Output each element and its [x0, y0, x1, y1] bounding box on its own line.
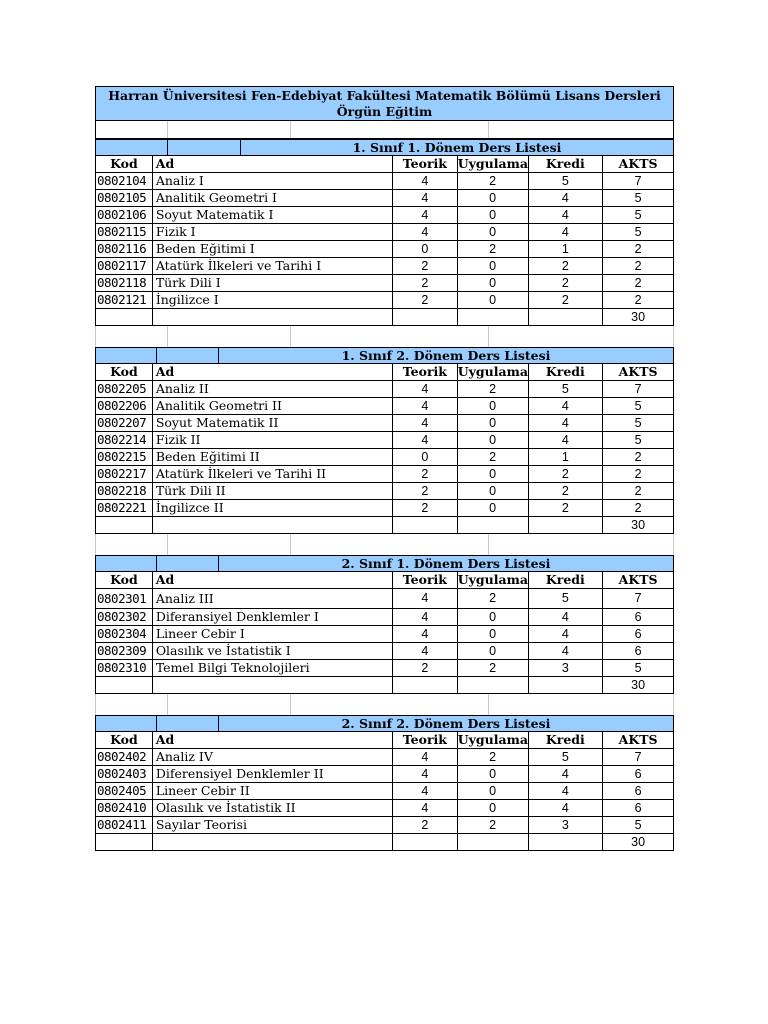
- course-uygulama: 2: [458, 660, 529, 676]
- course-kredi: 1: [529, 241, 604, 257]
- column-teorik: Teorik: [393, 572, 458, 588]
- course-name: Atatürk İlkeleri ve Tarihi II: [153, 466, 393, 482]
- course-kredi: 5: [529, 749, 604, 765]
- course-kredi: 4: [529, 398, 604, 414]
- course-code: 0802206: [96, 398, 153, 414]
- course-code: 0802207: [96, 415, 153, 431]
- column-header-row: [95, 156, 674, 173]
- total-empty: [529, 517, 604, 533]
- course-akts: 5: [634, 818, 642, 832]
- course-uygulama: 0: [458, 292, 529, 308]
- course-name: Analiz II: [153, 381, 393, 397]
- course-uygulama: 0: [458, 432, 529, 448]
- course-name: İngilizce II: [153, 500, 393, 516]
- course-name: Soyut Matematik II: [153, 415, 393, 431]
- table-row: [95, 224, 674, 241]
- section-header: [95, 715, 674, 732]
- course-akts: 7: [634, 174, 642, 188]
- table-row: [95, 415, 674, 432]
- column-header-row: [95, 732, 674, 749]
- sections-container: [95, 121, 674, 851]
- total-empty: [529, 677, 604, 693]
- section-title: 1. Sınıf 1. Dönem Ders Listesi: [352, 140, 562, 155]
- course-teorik: 4: [393, 749, 458, 765]
- table-row: [95, 241, 674, 258]
- course-teorik: 4: [393, 609, 458, 625]
- course-akts: 6: [634, 610, 642, 624]
- table-row: [95, 749, 674, 766]
- section-spacer: [95, 534, 674, 555]
- total-empty: [153, 834, 393, 850]
- total-empty: [458, 834, 529, 850]
- total-empty: [458, 677, 529, 693]
- course-akts: 2: [634, 450, 642, 464]
- course-name: Olasılık ve İstatistik II: [153, 800, 393, 816]
- course-teorik: 4: [393, 800, 458, 816]
- total-empty: [153, 309, 393, 325]
- course-name: Analiz I: [153, 173, 393, 189]
- course-uygulama: 2: [458, 381, 529, 397]
- title-line-2: Örgün Eğitim: [336, 103, 433, 119]
- column-teorik: Teorik: [393, 732, 458, 748]
- header-spacer: [157, 716, 219, 731]
- column-kod: Kod: [96, 364, 153, 380]
- column-akts: AKTS: [618, 156, 658, 171]
- table-row: [95, 483, 674, 500]
- course-akts: 2: [634, 293, 642, 307]
- course-uygulama: 2: [458, 241, 529, 257]
- course-name: Lineer Cebir I: [153, 626, 393, 642]
- course-teorik: 4: [393, 783, 458, 799]
- course-name: Diferensiyel Denklemler II: [153, 766, 393, 782]
- course-akts: 7: [634, 591, 642, 605]
- header-spacer: [157, 556, 219, 571]
- course-uygulama: 0: [458, 190, 529, 206]
- total-empty: [153, 517, 393, 533]
- course-teorik: 0: [393, 241, 458, 257]
- course-akts: 6: [634, 767, 642, 781]
- course-kredi: 4: [529, 207, 604, 223]
- course-kredi: 5: [529, 589, 604, 608]
- course-kredi: 2: [529, 500, 604, 516]
- header-spacer: [96, 716, 157, 731]
- course-uygulama: 0: [458, 483, 529, 499]
- course-name: Analitik Geometri I: [153, 190, 393, 206]
- section-header: [95, 347, 674, 364]
- course-kredi: 4: [529, 224, 604, 240]
- column-uygulama: Uygulama: [457, 732, 528, 747]
- course-name: Analiz IV: [153, 749, 393, 765]
- total-empty: [393, 677, 458, 693]
- table-row: [95, 398, 674, 415]
- column-uygulama: Uygulama: [457, 572, 528, 587]
- course-kredi: 4: [529, 800, 604, 816]
- course-uygulama: 0: [458, 643, 529, 659]
- table-row: [95, 589, 674, 609]
- column-ad: Ad: [153, 732, 393, 748]
- column-kredi: Kredi: [529, 572, 604, 588]
- course-code: 0802117: [96, 258, 153, 274]
- section-spacer: [95, 694, 674, 715]
- course-code: 0802310: [96, 660, 153, 676]
- course-kredi: 2: [529, 466, 604, 482]
- course-name: Atatürk İlkeleri ve Tarihi I: [153, 258, 393, 274]
- total-row: [95, 517, 674, 534]
- column-akts: AKTS: [618, 364, 658, 379]
- column-kod: Kod: [96, 156, 153, 172]
- course-kredi: 4: [529, 783, 604, 799]
- course-code: 0802309: [96, 643, 153, 659]
- course-kredi: 4: [529, 609, 604, 625]
- course-uygulama: 0: [458, 800, 529, 816]
- section-header: [95, 139, 674, 156]
- course-kredi: 4: [529, 643, 604, 659]
- course-code: 0802301: [96, 589, 153, 608]
- course-kredi: 2: [529, 292, 604, 308]
- course-kredi: 5: [529, 381, 604, 397]
- course-name: Sayılar Teorisi: [153, 817, 393, 833]
- table-row: [95, 190, 674, 207]
- course-teorik: 4: [393, 173, 458, 189]
- course-name: Türk Dili II: [153, 483, 393, 499]
- course-code: 0802104: [96, 173, 153, 189]
- course-code: 0802405: [96, 783, 153, 799]
- total-akts: 30: [631, 835, 646, 849]
- course-kredi: 2: [529, 258, 604, 274]
- header-spacer: [96, 556, 157, 571]
- column-ad: Ad: [153, 572, 393, 588]
- table-row: [95, 381, 674, 398]
- course-name: Fizik I: [153, 224, 393, 240]
- course-name: Analiz III: [153, 589, 393, 608]
- course-code: 0802121: [96, 292, 153, 308]
- course-code: 0802221: [96, 500, 153, 516]
- course-sheet: [95, 86, 674, 851]
- title-line-1: Harran Üniversitesi Fen-Edebiyat Fakültesi Matematik Bölümü Lisans Dersleri: [108, 87, 661, 103]
- course-teorik: 2: [393, 817, 458, 833]
- table-row: [95, 500, 674, 517]
- column-ad: Ad: [153, 156, 393, 172]
- column-uygulama: Uygulama: [457, 364, 528, 379]
- total-akts: 30: [631, 518, 646, 532]
- course-code: 0802115: [96, 224, 153, 240]
- course-teorik: 0: [393, 449, 458, 465]
- course-uygulama: 0: [458, 258, 529, 274]
- course-name: Beden Eğitimi I: [153, 241, 393, 257]
- course-name: İngilizce I: [153, 292, 393, 308]
- table-row: [95, 817, 674, 834]
- course-teorik: 2: [393, 275, 458, 291]
- course-teorik: 4: [393, 432, 458, 448]
- course-teorik: 4: [393, 643, 458, 659]
- course-name: Temel Bilgi Teknolojileri: [153, 660, 393, 676]
- header-spacer: [96, 348, 157, 363]
- course-kredi: 3: [529, 817, 604, 833]
- course-akts: 2: [634, 259, 642, 273]
- course-kredi: 4: [529, 190, 604, 206]
- total-empty: [393, 517, 458, 533]
- table-row: [95, 783, 674, 800]
- course-kredi: 4: [529, 626, 604, 642]
- section-title: 2. Sınıf 1. Dönem Ders Listesi: [341, 556, 551, 571]
- table-row: [95, 275, 674, 292]
- course-code: 0802218: [96, 483, 153, 499]
- course-kredi: 4: [529, 432, 604, 448]
- course-akts: 2: [634, 467, 642, 481]
- total-empty: [153, 677, 393, 693]
- column-kredi: Kredi: [529, 732, 604, 748]
- course-uygulama: 0: [458, 783, 529, 799]
- course-name: Diferansiyel Denklemler I: [153, 609, 393, 625]
- course-akts: 6: [634, 644, 642, 658]
- total-empty: [96, 309, 153, 325]
- total-row: [95, 677, 674, 694]
- course-name: Türk Dili I: [153, 275, 393, 291]
- course-akts: 2: [634, 501, 642, 515]
- table-row: [95, 173, 674, 190]
- table-row: [95, 626, 674, 643]
- course-uygulama: 0: [458, 500, 529, 516]
- table-row: [95, 800, 674, 817]
- course-uygulama: 0: [458, 766, 529, 782]
- course-teorik: 4: [393, 190, 458, 206]
- course-uygulama: 2: [458, 589, 529, 608]
- course-akts: 5: [634, 225, 642, 239]
- column-kredi: Kredi: [529, 156, 604, 172]
- course-teorik: 4: [393, 381, 458, 397]
- total-akts: 30: [631, 678, 646, 692]
- course-akts: 5: [634, 208, 642, 222]
- total-row: [95, 834, 674, 851]
- column-teorik: Teorik: [393, 156, 458, 172]
- total-empty: [393, 309, 458, 325]
- course-code: 0802411: [96, 817, 153, 833]
- course-teorik: 2: [393, 483, 458, 499]
- table-row: [95, 292, 674, 309]
- course-code: 0802402: [96, 749, 153, 765]
- course-akts: 2: [634, 276, 642, 290]
- table-row: [95, 449, 674, 466]
- course-uygulama: 0: [458, 609, 529, 625]
- course-code: 0802403: [96, 766, 153, 782]
- course-code: 0802105: [96, 190, 153, 206]
- course-akts: 2: [634, 484, 642, 498]
- section-spacer: [95, 326, 674, 347]
- total-empty: [458, 309, 529, 325]
- section-title: 1. Sınıf 2. Dönem Ders Listesi: [341, 348, 551, 363]
- column-akts: AKTS: [618, 732, 658, 747]
- course-akts: 6: [634, 801, 642, 815]
- document-title: [95, 86, 674, 121]
- course-uygulama: 2: [458, 749, 529, 765]
- course-code: 0802215: [96, 449, 153, 465]
- column-ad: Ad: [153, 364, 393, 380]
- section-spacer: [95, 121, 674, 139]
- course-code: 0802205: [96, 381, 153, 397]
- section-header: [95, 555, 674, 572]
- course-code: 0802304: [96, 626, 153, 642]
- column-uygulama: Uygulama: [457, 156, 528, 171]
- course-teorik: 2: [393, 466, 458, 482]
- course-uygulama: 2: [458, 449, 529, 465]
- total-empty: [393, 834, 458, 850]
- course-teorik: 4: [393, 589, 458, 608]
- course-name: Analitik Geometri II: [153, 398, 393, 414]
- table-row: [95, 258, 674, 275]
- course-uygulama: 2: [458, 173, 529, 189]
- course-uygulama: 2: [458, 817, 529, 833]
- course-kredi: 2: [529, 275, 604, 291]
- table-row: [95, 466, 674, 483]
- course-kredi: 5: [529, 173, 604, 189]
- course-name: Olasılık ve İstatistik I: [153, 643, 393, 659]
- course-code: 0802410: [96, 800, 153, 816]
- course-akts: 7: [634, 382, 642, 396]
- course-akts: 5: [634, 433, 642, 447]
- total-empty: [458, 517, 529, 533]
- course-name: Beden Eğitimi II: [153, 449, 393, 465]
- course-code: 0802217: [96, 466, 153, 482]
- course-kredi: 1: [529, 449, 604, 465]
- column-kredi: Kredi: [529, 364, 604, 380]
- column-kod: Kod: [96, 572, 153, 588]
- course-akts: 5: [634, 399, 642, 413]
- course-code: 0802116: [96, 241, 153, 257]
- table-row: [95, 207, 674, 224]
- course-akts: 2: [634, 242, 642, 256]
- course-uygulama: 0: [458, 207, 529, 223]
- course-akts: 6: [634, 627, 642, 641]
- course-uygulama: 0: [458, 224, 529, 240]
- course-name: Fizik II: [153, 432, 393, 448]
- course-code: 0802302: [96, 609, 153, 625]
- course-kredi: 2: [529, 483, 604, 499]
- course-teorik: 4: [393, 766, 458, 782]
- column-kod: Kod: [96, 732, 153, 748]
- table-row: [95, 609, 674, 626]
- course-uygulama: 0: [458, 275, 529, 291]
- course-teorik: 2: [393, 258, 458, 274]
- section-title: 2. Sınıf 2. Dönem Ders Listesi: [341, 716, 551, 731]
- course-teorik: 4: [393, 224, 458, 240]
- column-header-row: [95, 572, 674, 589]
- course-kredi: 4: [529, 415, 604, 431]
- total-akts: 30: [631, 310, 646, 324]
- course-uygulama: 0: [458, 626, 529, 642]
- course-kredi: 4: [529, 766, 604, 782]
- course-teorik: 4: [393, 398, 458, 414]
- course-uygulama: 0: [458, 398, 529, 414]
- course-name: Lineer Cebir II: [153, 783, 393, 799]
- course-teorik: 2: [393, 500, 458, 516]
- total-empty: [529, 834, 604, 850]
- column-akts: AKTS: [618, 572, 658, 587]
- header-spacer: [168, 140, 241, 155]
- course-code: 0802118: [96, 275, 153, 291]
- total-empty: [96, 517, 153, 533]
- total-empty: [529, 309, 604, 325]
- course-teorik: 4: [393, 207, 458, 223]
- course-name: Soyut Matematik I: [153, 207, 393, 223]
- table-row: [95, 643, 674, 660]
- total-row: [95, 309, 674, 326]
- course-kredi: 3: [529, 660, 604, 676]
- course-teorik: 4: [393, 415, 458, 431]
- course-akts: 5: [634, 416, 642, 430]
- course-akts: 7: [634, 750, 642, 764]
- course-teorik: 2: [393, 292, 458, 308]
- column-teorik: Teorik: [393, 364, 458, 380]
- header-spacer: [96, 140, 168, 155]
- table-row: [95, 660, 674, 677]
- header-spacer: [157, 348, 219, 363]
- course-akts: 6: [634, 784, 642, 798]
- total-empty: [96, 834, 153, 850]
- column-header-row: [95, 364, 674, 381]
- course-uygulama: 0: [458, 415, 529, 431]
- course-uygulama: 0: [458, 466, 529, 482]
- course-code: 0802214: [96, 432, 153, 448]
- course-akts: 5: [634, 661, 642, 675]
- course-code: 0802106: [96, 207, 153, 223]
- course-teorik: 4: [393, 626, 458, 642]
- total-empty: [96, 677, 153, 693]
- table-row: [95, 766, 674, 783]
- table-row: [95, 432, 674, 449]
- course-akts: 5: [634, 191, 642, 205]
- course-teorik: 2: [393, 660, 458, 676]
